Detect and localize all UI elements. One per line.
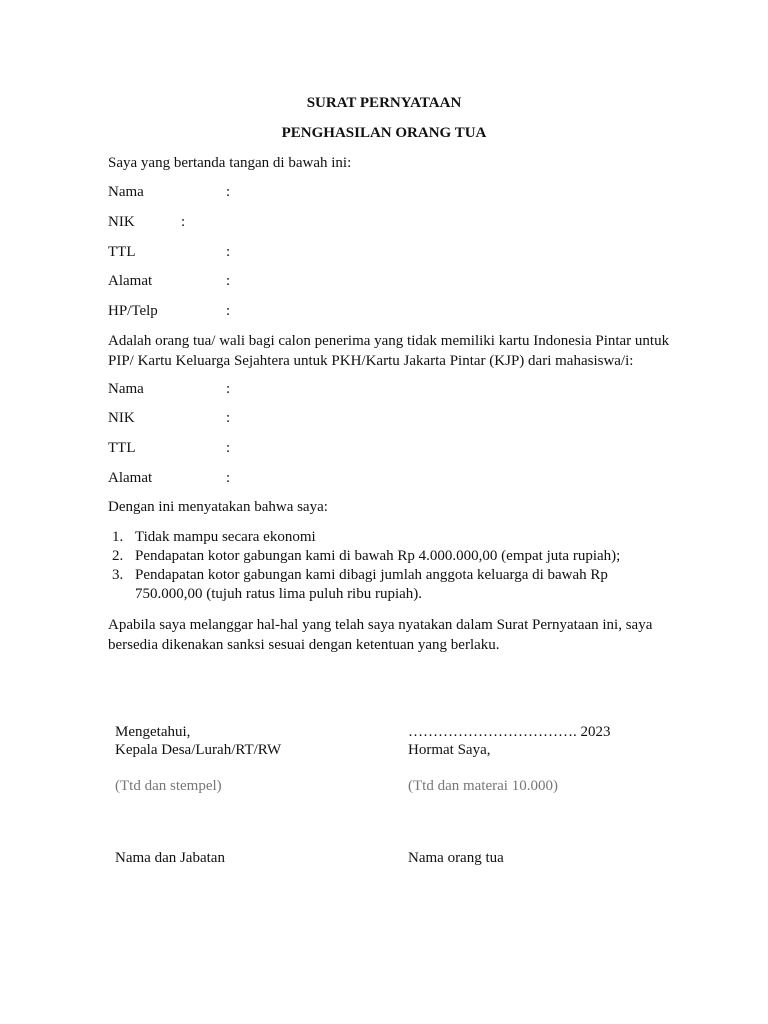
parent-name-signature-label: Nama orang tua	[408, 850, 504, 866]
student-ttl-label: TTL	[108, 440, 136, 456]
regards-label: Hormat Saya,	[408, 742, 491, 758]
closing-paragraph: Apabila saya melanggar hal-hal yang telah saya nyatakan dalam Surat Pernyataan ini, saya bersedia dikenakan sanksi sesuai dengan ketentuan yang berlaku.	[108, 617, 653, 653]
student-name-label: Nama	[108, 381, 144, 397]
parent-ttl-label: TTL	[108, 244, 136, 260]
village-head-label: Kepala Desa/Lurah/RT/RW	[115, 742, 282, 758]
student-address-colon: :	[226, 470, 231, 486]
parent-phone-label: HP/Telp	[108, 303, 158, 319]
declaration-text: Pendapatan kotor gabungan kami dibagi jumlah anggota keluarga di bawah Rp 750.000,00 (tujuh ratus lima puluh ribu rupiah).	[135, 567, 608, 602]
document-title: SURAT PERNYATAAN	[306, 95, 462, 111]
statement-paragraph: Adalah orang tua/ wali bagi calon penerima yang tidak memiliki kartu Indonesia Pintar untuk PIP/ Kartu Keluarga Sejahtera untuk PKH/Kartu Jakarta Pintar (KJP) dari mahasiswa/i:	[108, 333, 670, 369]
declaration-number: 1.	[112, 529, 124, 545]
student-nik-colon: :	[226, 410, 231, 426]
student-address-label: Alamat	[108, 470, 153, 486]
declaration-text: Tidak mampu secara ekonomi	[135, 529, 316, 545]
parent-ttl-colon: :	[226, 244, 231, 260]
parent-name-label: Nama	[108, 184, 144, 200]
parent-address-label: Alamat	[108, 273, 153, 289]
official-name-label: Nama dan Jabatan	[115, 850, 225, 866]
declaration-number: 2.	[112, 548, 124, 564]
parent-name-colon: :	[226, 184, 231, 200]
parent-nik-colon: :	[181, 214, 186, 230]
parent-nik-label: NIK	[108, 214, 135, 230]
duty-stamp-signature-note: (Ttd dan materai 10.000)	[408, 778, 558, 794]
parent-phone-colon: :	[226, 303, 231, 319]
stamp-signature-note: (Ttd dan stempel)	[115, 778, 222, 794]
document-subtitle: PENGHASILAN ORANG TUA	[281, 125, 487, 141]
acknowledged-label: Mengetahui,	[115, 724, 191, 740]
declaration-number: 3.	[112, 567, 124, 583]
intro-text: Saya yang bertanda tangan di bawah ini:	[108, 155, 352, 171]
student-name-colon: :	[226, 381, 231, 397]
parent-address-colon: :	[226, 273, 231, 289]
student-nik-label: NIK	[108, 410, 135, 426]
declaration-text: Pendapatan kotor gabungan kami di bawah Rp 4.000.000,00 (empat juta rupiah);	[135, 548, 621, 564]
date-line: ……………………………. 2023	[408, 724, 611, 740]
declare-intro: Dengan ini menyatakan bahwa saya:	[108, 499, 328, 515]
student-ttl-colon: :	[226, 440, 231, 456]
